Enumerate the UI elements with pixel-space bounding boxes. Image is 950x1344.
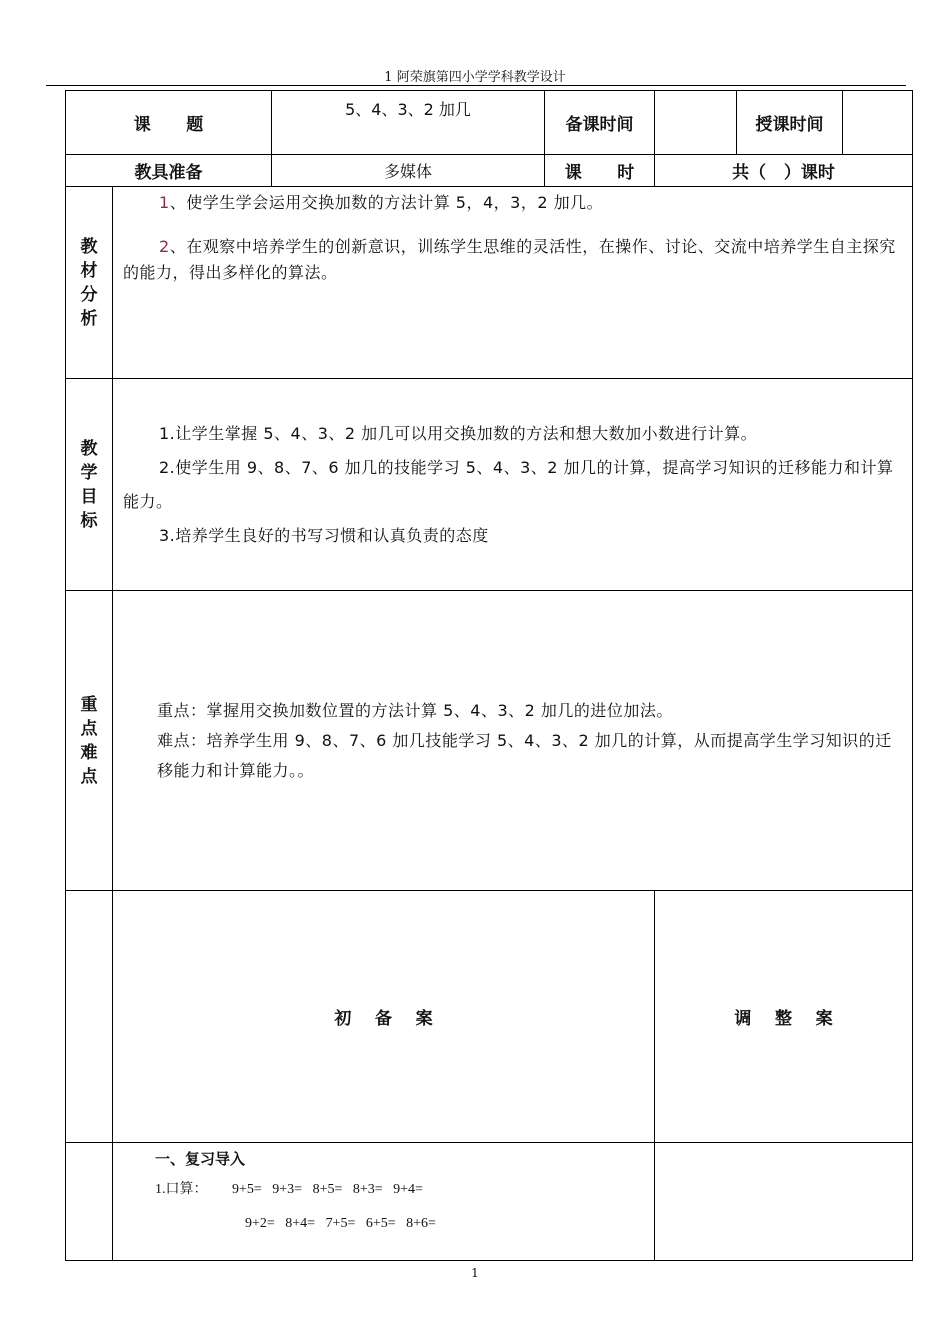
review-heading: 一、复习导入 xyxy=(155,1152,246,1168)
initial-plan-label: 初 备 案 xyxy=(113,891,655,1143)
page-number: 1 xyxy=(471,1266,479,1280)
analysis-content xyxy=(113,187,913,379)
keypoints-content xyxy=(113,591,913,891)
lesson-plan-table xyxy=(65,90,913,1261)
keypoints-label: 重 点 难 点 xyxy=(66,591,113,891)
page-header: 1 阿荣旗第四小学学科教学设计 xyxy=(384,70,566,85)
tools-label: 教具准备 xyxy=(66,155,272,187)
prep-time-label: 备课时间 xyxy=(545,91,655,155)
review-line-2: 9+2= 8+4= 7+5= 6+5= 8+6= xyxy=(245,1216,436,1231)
goals-content xyxy=(113,379,913,591)
topic-value: 5、4、3、2 加几 xyxy=(272,91,545,155)
review-line-1: 1.口算： 9+5= 9+3= 8+5= 8+3= 9+4= xyxy=(155,1182,423,1197)
analysis-item-2: 2、在观察中培养学生的创新意识，训练学生思维的灵活性，在操作、讨论、交流中培养学生自主探究的能力，得出多样化的算法。 xyxy=(123,237,896,282)
analysis-label: 教 材 分 析 xyxy=(66,187,113,379)
difficulty-point: 难点：培养学生用 9、8、7、6 加几技能学习 5、4、3、2 加几的计算，从而提高学生学习知识的迁移能力和计算能力。。 xyxy=(157,730,892,780)
period-value: 共（ ）课时 xyxy=(655,155,913,187)
review-blank-cell xyxy=(66,1143,113,1261)
analysis-item-1: 1、使学生学会运用交换加数的方法计算 5，4，3，2 加几。 xyxy=(159,193,604,212)
key-point: 重点：掌握用交换加数位置的方法计算 5、4、3、2 加几的进位加法。 xyxy=(157,700,673,720)
goals-label: 教 学 目 标 xyxy=(66,379,113,591)
review-content xyxy=(113,1143,655,1261)
adjust-plan-label: 调 整 案 xyxy=(655,891,913,1143)
period-label: 课 时 xyxy=(545,155,655,187)
tools-value: 多媒体 xyxy=(272,155,545,187)
plan-blank-cell xyxy=(66,891,113,1143)
goal-item-1: 1.让学生掌握 5、4、3、2 加几可以用交换加数的方法和想大数加小数进行计算。 xyxy=(159,423,758,443)
review-adjust-cell[interactable] xyxy=(655,1143,913,1261)
goal-item-3: 3.培养学生良好的书写习惯和认真负责的态度 xyxy=(159,525,489,545)
topic-label: 课 题 xyxy=(66,91,272,155)
header-rule xyxy=(46,85,906,86)
prep-time-value[interactable] xyxy=(655,91,737,155)
teach-time-label: 授课时间 xyxy=(737,91,843,154)
goal-item-2: 2.使学生用 9、8、7、6 加几的技能学习 5、4、3、2 加几的计算，提高学习知识的迁移能力和计算能力。 xyxy=(123,457,894,511)
teach-time-value[interactable] xyxy=(843,91,913,154)
